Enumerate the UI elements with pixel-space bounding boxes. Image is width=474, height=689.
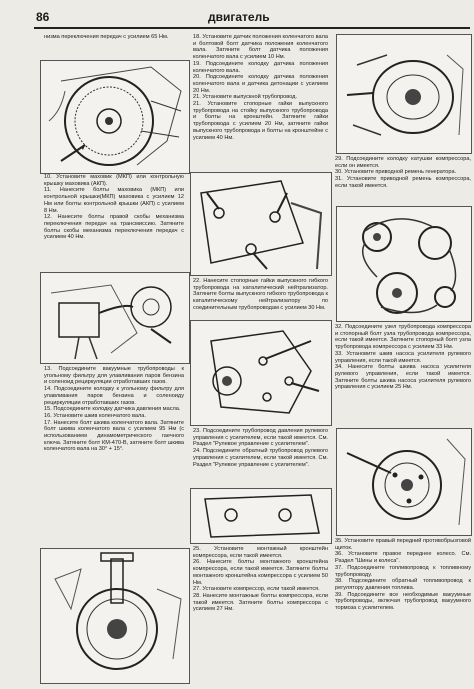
col2-steps-d bbox=[193, 546, 328, 613]
figure-compressor-bracket bbox=[190, 320, 332, 426]
step-text: 36. Установите правое переднее колесо. См. Раздел "Шины и колеса". bbox=[335, 551, 471, 565]
step-text: 31. Установите приводной ремень компрессора, если такой имеется. bbox=[335, 176, 471, 189]
step-text: 35. Установите правый передний противобрызговой щиток. bbox=[335, 538, 471, 551]
step-text: низма переключения передач с усилием 65 Нм. bbox=[44, 34, 169, 40]
step-text: 30. Установите приводной ремень генератора. bbox=[335, 169, 457, 176]
figure-bracket-detail bbox=[190, 488, 332, 544]
figure-crank-pulley bbox=[40, 548, 190, 684]
step-text: 15. Подсоедините колодку датчика давления масла. bbox=[44, 406, 181, 413]
figure-belt-routing bbox=[336, 206, 472, 322]
step-text: 34. Нанесите болты шкива насоса усилителя рулевого управления, если такой имеется. Затяните болты шкива насоса усилителя рулевого управления с усилием 25 Нм. bbox=[335, 364, 471, 391]
step-text: 17. Нанесите болт шкива коленчатого вала. Затяните болт шкива коленчатого вала с усилием 95 Нм (с использованием динамометрического гаечного ключа. Затяните болт КМ-470-В, затяните болт шкива коленчатого вала на 30° + 15°. bbox=[44, 419, 184, 453]
step-text: 37. Подсоедините топливопровод к топливному трубопроводу. bbox=[335, 564, 471, 578]
col3-steps-c bbox=[335, 538, 471, 612]
step-text: 38. Подсоедините обратный топливопровод к регулятору давления топлива. bbox=[335, 578, 471, 591]
col2-steps-c bbox=[193, 428, 328, 468]
figure-canister bbox=[40, 272, 190, 364]
step-text: 13. Подсоедините вакуумные трубопроводы к угольному фильтру для улавливания паров бензина и соленоид рециркуляции отработавших газов. bbox=[44, 366, 184, 386]
step-text: 22. Нанесите стопорные гайки выпускного гибкого трубопровода на каталитический нейтрализатор. Затяните болты выпускного гибкого трубопровода к каталитическому нейтрализатору по соединительным трубопроводам с усилием 30 Нм. bbox=[193, 278, 328, 311]
step-text: 25. Установите монтажный кронштейн компрессора, если такой имеется. bbox=[193, 546, 328, 559]
step-text: 20. Подсоедините колодку датчика положения коленчатого вала и датчика детонации с усилием 20 Нм. bbox=[193, 74, 328, 94]
step-text: 28. Нанесите монтажные болты компрессора, если такой имеется. Затяните болты компрессора с усилием 27 Нм. bbox=[193, 592, 328, 613]
step-text: 11. Нанесите болты маховика (МКП) или контрольной крышки(МКП) маховика с усилием 12 Нм или болты контрольной крышки (АКП) с усилием 8 Нм. bbox=[44, 187, 184, 214]
step-text: 26. Нанесите болты монтажного кронштейна компрессора, если такой имеется. Затяните болты монтажного кронштейна компрессора с усилием 50 Нм. bbox=[193, 559, 328, 586]
step-text: 29. Подсоедините колодку катушки компрессора, если он имеется. bbox=[335, 156, 471, 169]
step-text: 24. Подсоедините обратный трубопровод рулевого управления с усилителем, если такой имеется. См. Раздел "Рулевое управление с усилителем". bbox=[193, 448, 328, 468]
step-text: 21. Установите выпускной трубопровод. bbox=[193, 94, 298, 101]
step-text: 12. Нанесите болты правой скобы механизма переключения передач на трансмиссию. Затяните болты скобы механизма переключения передач с усилием 40 Нм. bbox=[44, 214, 184, 241]
step-text: 32. Подсоедините узел трубопровода компрессора и стопорный болт узла трубопровода компрессора, если такой имеется. Затяните стопорный болт узла трубопровода компрессора с усилием 33 Нм. bbox=[335, 324, 471, 351]
col1-intro bbox=[44, 34, 184, 41]
col3-steps-a bbox=[335, 156, 471, 190]
figure-exhaust-manifold bbox=[190, 172, 332, 276]
step-text: 14. Подсоедините колодку к угольному фильтру для улавливания паров бензина и соленоиду рециркуляции отработавших газов. bbox=[44, 386, 184, 406]
step-text: 21. Установите стопорные гайки выпускного трубопровода на стойку выпускного трубопровода и болты на кронштейн. Затяните гайки трубопровода с усилием 20 Нм, затяните гайки выпускного трубопровода и болты на кронштейне с усилием 40 Нм. bbox=[193, 101, 328, 141]
figure-compressor bbox=[336, 34, 472, 154]
step-text: 18. Установите датчик положения коленчатого вала и болтовой болт датчика положения коленчатого вала. Затяните болт датчика положения коленчатого вала с усилием 10 Нм. bbox=[193, 34, 328, 61]
step-text: 19. Подсоедините колодку датчика положения коленчатого вала. bbox=[193, 60, 328, 74]
step-text: 27. Установите компрессор, если такой имеется. bbox=[193, 586, 320, 593]
col1-steps-a bbox=[44, 174, 184, 241]
figure-ps-pulley bbox=[336, 428, 472, 536]
col1-steps-b bbox=[44, 366, 184, 453]
step-text: 16. Установите шкив коленчатого вала. bbox=[44, 412, 146, 419]
header-rule bbox=[34, 27, 470, 29]
col2-steps-b bbox=[193, 278, 328, 312]
step-text: 23. Подсоедините трубопровод давления рулевого управления с усилителем, если такой имеется. См. Раздел "Рулевое управление с усилителем". bbox=[193, 428, 328, 448]
step-text: 10. Установите маховик (МКП) или контрольную крышку маховика (АКП). bbox=[44, 174, 184, 187]
page-number: 86 bbox=[36, 10, 50, 24]
step-text: 39. Подсоедините все необходимые вакуумные трубопроводы, включая трубопровод вакуумного тормоза с усилителем. bbox=[335, 591, 471, 612]
figure-flywheel bbox=[40, 60, 190, 174]
step-text: 33. Установите шкив насоса усилителя рулевого управления, если такой имеется. bbox=[335, 350, 471, 364]
col3-steps-b bbox=[335, 324, 471, 391]
section-title: двигатель bbox=[208, 10, 270, 24]
col2-steps-a bbox=[193, 34, 328, 141]
